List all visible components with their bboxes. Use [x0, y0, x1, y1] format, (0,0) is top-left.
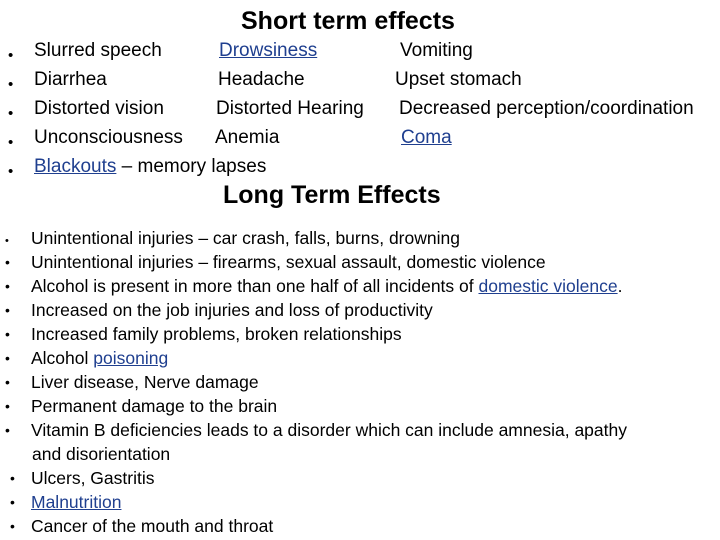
short-term-title: Short term effects — [241, 7, 455, 35]
short-item-decreased-perception: Decreased perception/coordination — [399, 98, 694, 119]
bullet: • — [8, 47, 14, 64]
domestic-violence-link[interactable]: domestic violence — [478, 276, 618, 296]
bullet: • — [5, 302, 10, 318]
bullet: • — [8, 134, 14, 151]
short-item-distorted-hearing: Distorted Hearing — [216, 98, 364, 119]
bullet: • — [5, 278, 10, 294]
bullet: • — [5, 350, 10, 366]
short-item-distorted-vision: Distorted vision — [34, 98, 164, 119]
bullet: • — [5, 326, 10, 342]
blackouts-link[interactable]: Blackouts — [34, 156, 117, 177]
bullet: • — [5, 254, 10, 270]
short-item-coma-link[interactable]: Coma — [401, 127, 452, 148]
short-item-diarrhea: Diarrhea — [34, 69, 107, 90]
bullet: • — [10, 518, 15, 534]
poisoning-link[interactable]: poisoning — [93, 348, 169, 368]
bullet: • — [8, 76, 14, 93]
malnutrition-link[interactable]: Malnutrition — [31, 492, 122, 512]
bullet: • — [8, 163, 14, 180]
long-term-title: Long Term Effects — [223, 181, 441, 209]
short-item-slurred-speech: Slurred speech — [34, 40, 162, 61]
memory-lapses-text: – memory lapses — [116, 156, 267, 177]
short-item-headache: Headache — [218, 69, 305, 90]
bullet: • — [5, 398, 10, 414]
short-item-blackouts — [34, 152, 266, 181]
bullet: • — [10, 470, 15, 486]
short-item-unconsciousness: Unconsciousness — [34, 127, 183, 148]
bullet: • — [5, 374, 10, 390]
short-item-vomiting: Vomiting — [400, 40, 473, 61]
short-item-drowsiness-link[interactable]: Drowsiness — [219, 40, 318, 61]
bullet: • — [5, 235, 9, 247]
bullet: • — [8, 105, 14, 122]
bullet: • — [10, 494, 15, 510]
bullet: • — [5, 422, 10, 438]
short-item-anemia: Anemia — [215, 127, 280, 148]
short-item-upset-stomach: Upset stomach — [395, 69, 522, 90]
